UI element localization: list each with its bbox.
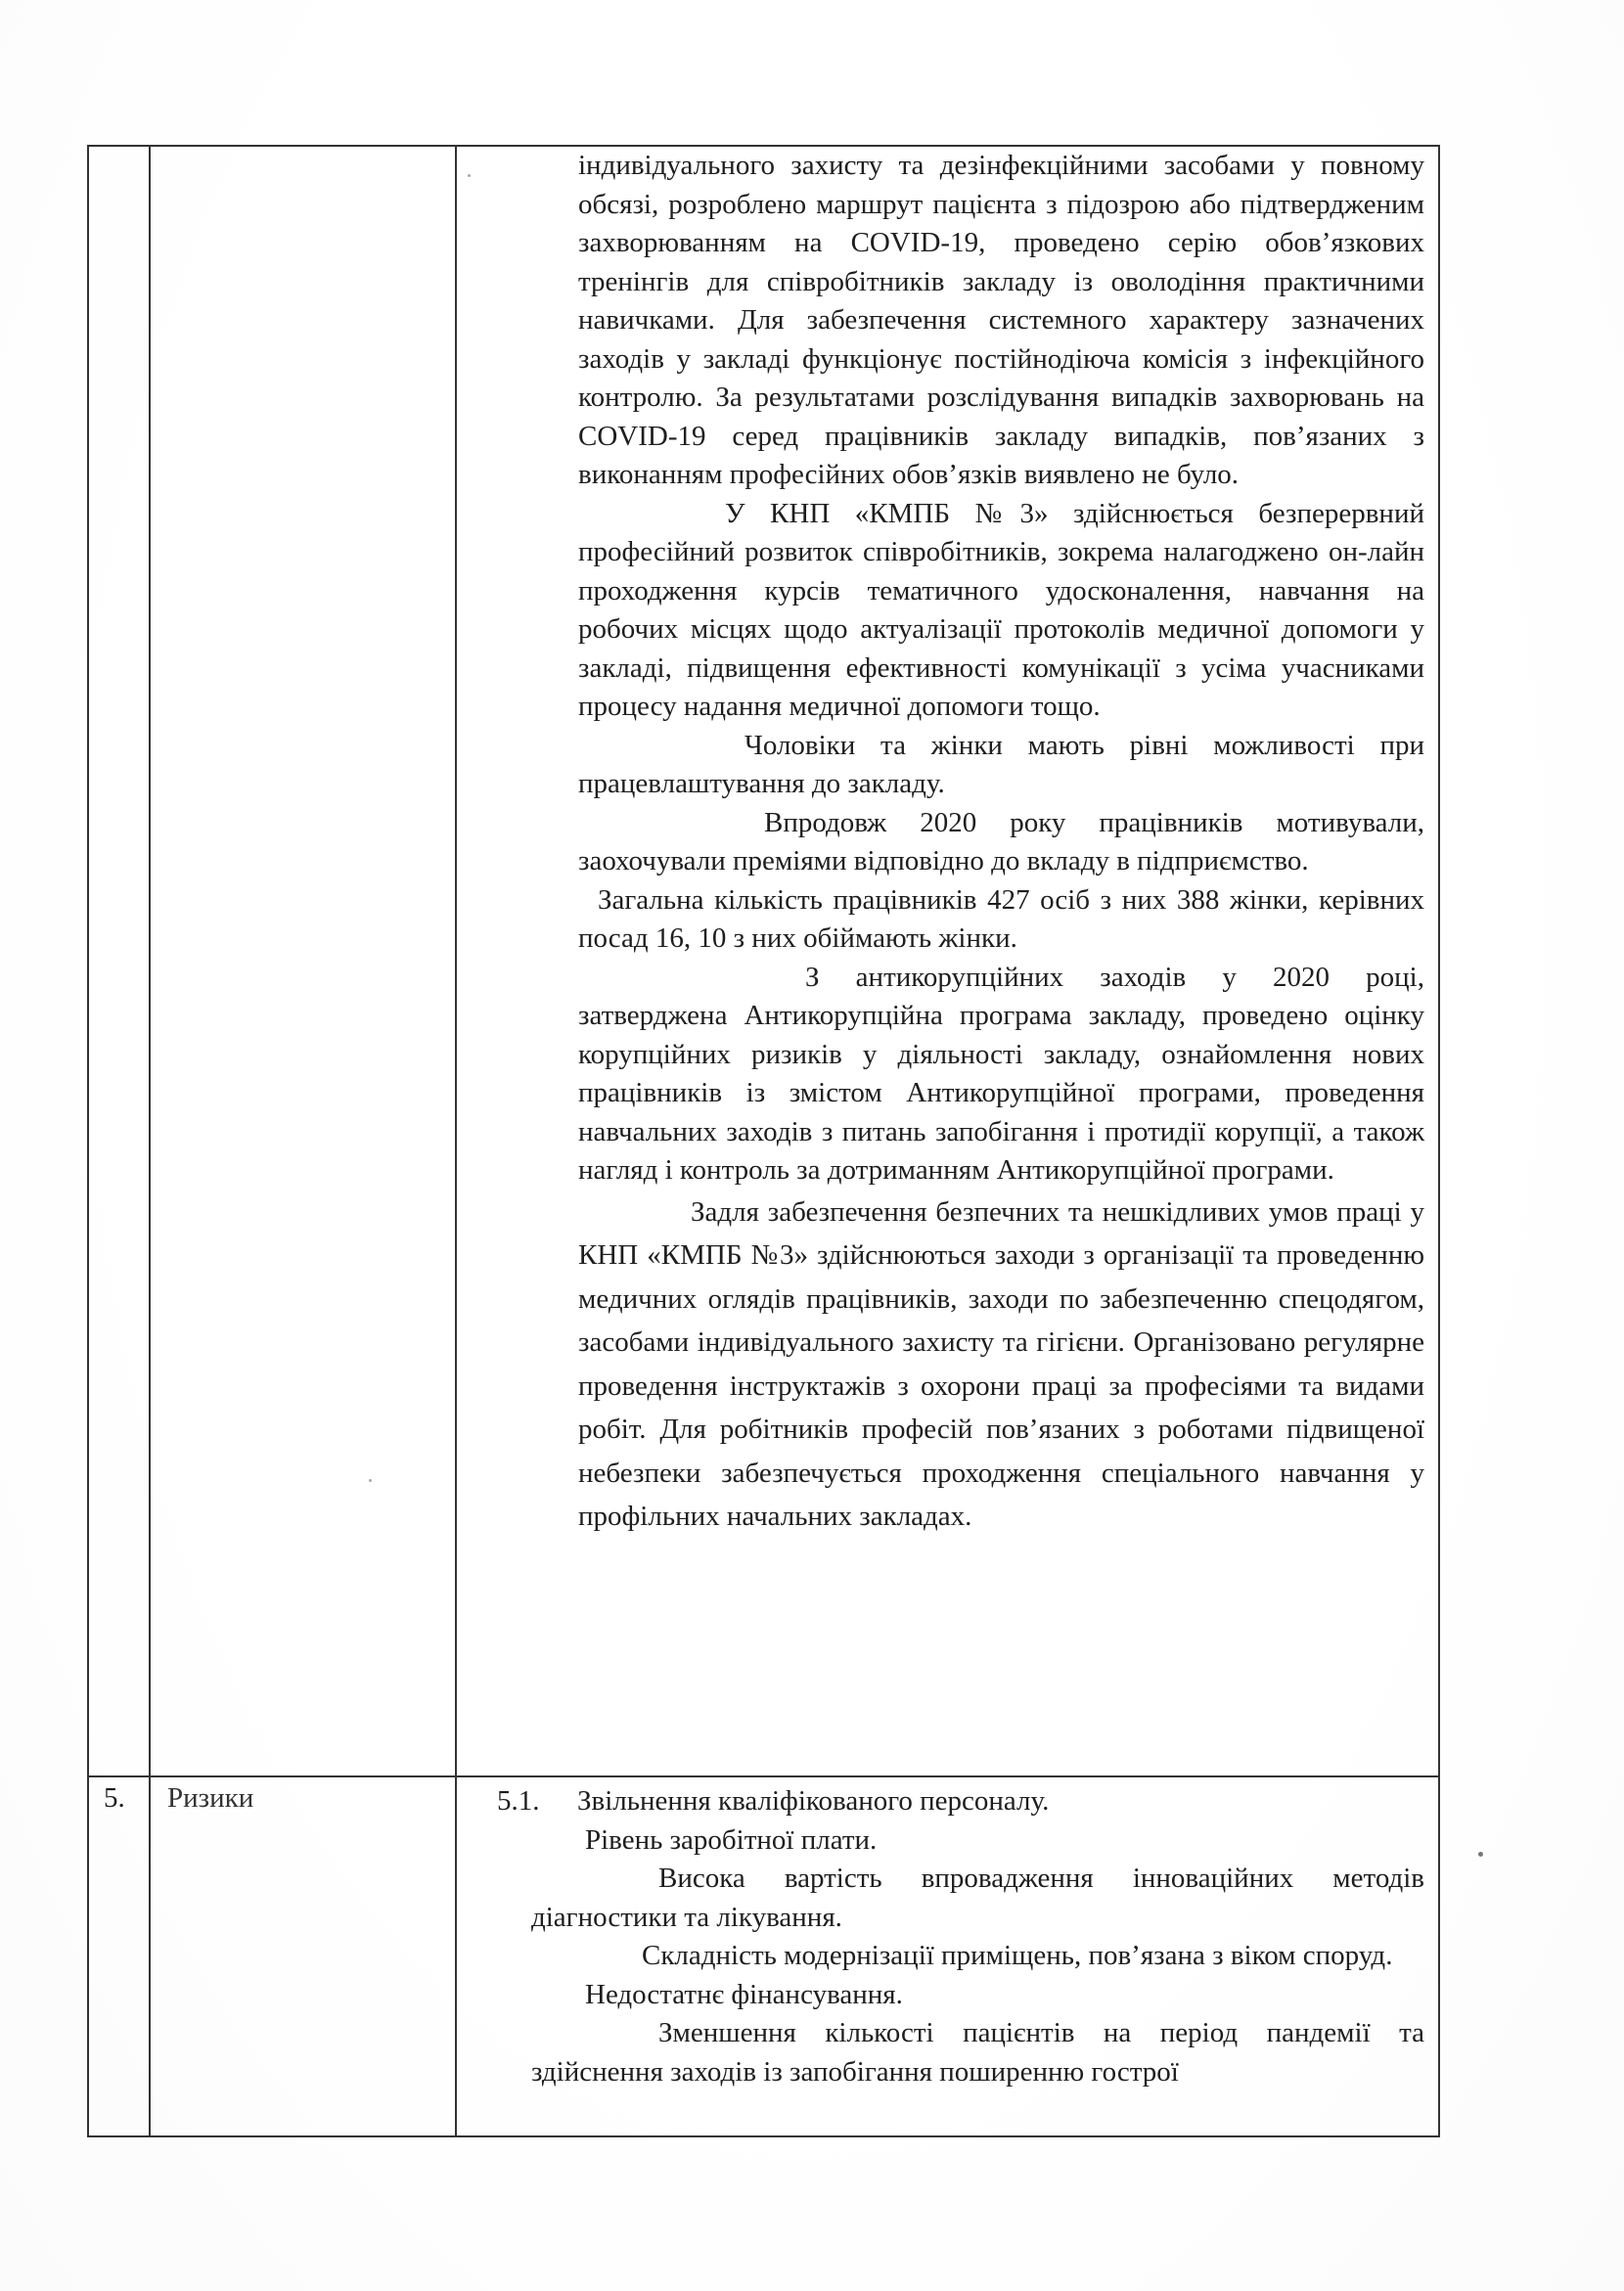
table-border-bottom xyxy=(87,2135,1440,2137)
risk-item-number: 5.1. xyxy=(497,1785,540,1817)
paragraph-motivation: Впродовж 2020 року працівників мотивували, заохочували преміями відповідно до вкладу в підприємство. xyxy=(578,806,1424,876)
risk-item: Недостатнє фінансування. xyxy=(585,1978,903,2010)
paragraph-professional-development: У КНП «КМПБ №3» здійснюється безперервний професійний розвиток співробітників, зокрема налагоджено он-лайн проходження курсів тематичного удосконалення, навчання на робочих місцях щодо актуалізації протоколів медичної допомоги у закладі, підвищення ефективності комунікації з усіма учасниками процесу надання медичної допомоги тощо. xyxy=(578,497,1424,722)
row-title: Ризики xyxy=(167,1782,254,1814)
risk-item: Складність модернізації приміщень, пов’язана з віком споруд. xyxy=(642,1940,1393,1971)
paragraph-staff-count: Загальна кількість працівників 427 осіб з них 388 жінки, керівних посад 16, 10 з них обіймають жінки. xyxy=(578,883,1424,954)
paragraph-anticorruption: З антикорупційних заходів у 2020 році, затверджена Антикорупційна програма закладу, проведено оцінку корупційних ризиків у діяльності закладу, ознайомлення нових працівників із змістом Антикорупційної програми, проведення навчальних заходів з питань запобігання і протидії корупції, а також нагляд і контроль за дотриманням Антикорупційної програми. xyxy=(578,961,1424,1186)
risk-item: Рівень заробітної плати. xyxy=(585,1823,878,1856)
table-column-divider xyxy=(149,145,151,2137)
paragraph-safe-working-conditions: Задля забезпечення безпечних та нешкідливих умов праці у КНП «КМПБ №3» здійснюються заходи з організації та проведенню медичних оглядів працівників, заходи по забезпеченню спецодягом, засобами індивідуального захисту та гігієни. Організовано регулярне проведення інструктажів з охорони праці за професіями та видами робіт. Для робітників професій пов’язаних з роботами підвищеної небезпеки забезпечується проходження спеціального навчання у профільних начальних закладах. xyxy=(578,1195,1424,1532)
scan-speck xyxy=(468,174,471,177)
paragraph-ppe-covid: індивідуального захисту та дезінфекційними засобами у повному обсязі, розроблено маршрут пацієнта з підозрою або підтвердженим захворюванням на COVID-19, проведено серію обов’язкових тренінгів для співробітників закладу із оволодіння практичними навичками. Для забезпечення системного характеру зазначених заходів у закладі функціонує постійнодіюча комісія з інфекційного контролю. За результатами розслідування випадків захворювань на COVID-19 серед працівників закладу випадків, пов’язаних з виконанням професійних обов’язків виявлено не було. xyxy=(578,150,1424,490)
risk-item: Зменшення кількості пацієнтів на період пандемії та здійснення заходів із запобігання поширенню гострої xyxy=(531,2017,1424,2088)
scan-speck xyxy=(1478,1852,1483,1857)
risk-item: Висока вартість впровадження інноваційних методів діагностики та лікування. xyxy=(531,1863,1424,1933)
scan-speck xyxy=(369,1479,372,1482)
continued-row-content xyxy=(578,147,1424,1539)
risk-item xyxy=(497,1782,1424,1821)
row-number: 5. xyxy=(104,1782,125,1814)
risk-list xyxy=(497,1782,1424,2091)
risk-item-text: Звільнення кваліфікованого персоналу. xyxy=(577,1785,1050,1817)
table-row-divider xyxy=(87,1775,1440,1777)
paragraph-equal-opportunities: Чоловіки та жінки мають рівні можливості при працевлаштування до закладу. xyxy=(578,729,1424,799)
table-border-left xyxy=(87,145,89,2137)
table-border-right xyxy=(1438,145,1440,2137)
table-column-divider xyxy=(455,145,457,2137)
